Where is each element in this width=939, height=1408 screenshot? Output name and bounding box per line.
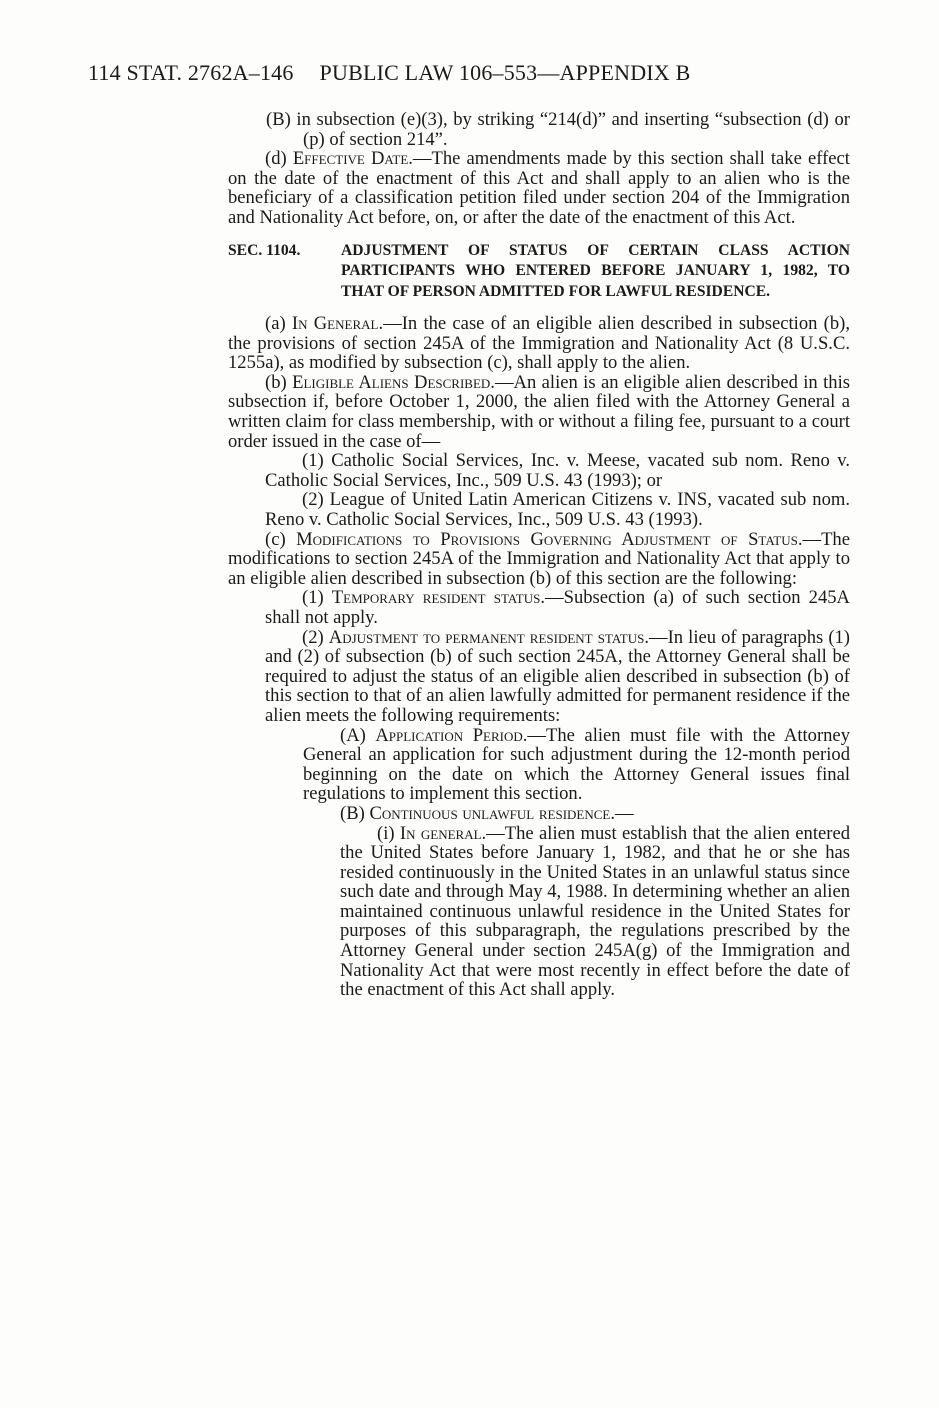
running-header xyxy=(88,60,690,86)
document-body xyxy=(228,110,850,1000)
subsection-a-in-general: (a) In General.—In the case of an eligible alien described in subsection (b), the provisions of section 245A of the Immigration and Nationality Act (8 U.S.C. 1255a), as modified by subsection (c), shall apply to the alien. xyxy=(228,313,850,374)
stat-citation: 114 STAT. 2762A–146 xyxy=(88,60,294,85)
paragraph-b1: (1) Catholic Social Services, Inc. v. Meese, vacated sub nom. Reno v. Catholic Social Services, Inc., 509 U.S. 43 (1993); or xyxy=(265,450,850,491)
paragraph-e3-amendment: (B) in subsection (e)(3), by striking “214(d)” and inserting “subsection (d) or (p) of section 214”. xyxy=(266,109,850,150)
subsection-c-modifications: (c) Modifications to Provisions Governing Adjustment of Status.—The modifications to section 245A of the Immigration and Nationality Act that apply to an eligible alien described in subsection (b) of this section are the following: xyxy=(228,528,850,589)
paragraph-c2: (2) Adjustment to permanent resident status.—In lieu of paragraphs (1) and (2) of subsection (b) of such section 245A, the Attorney General shall be required to adjust the status of an eligible alien described in subsection (b) of this section to that of an alien lawfully admitted for permanent residence if the alien meets the following requirements: xyxy=(265,626,851,726)
subparagraph-cB: (B) Continuous unlawful residence.— xyxy=(340,802,634,824)
section-title: ADJUSTMENT OF STATUS OF CERTAIN CLASS ACTION PARTICIPANTS WHO ENTERED BEFORE JANUARY 1, 1982, TO THAT OF PERSON ADMITTED FOR LAWFUL RESIDENCE. xyxy=(341,241,850,300)
subparagraph-cA: (A) Application Period.—The alien must file with the Attorney General an application for such adjustment during the 12-month period beginning on the date on which the Attorney General issues final regulations to implement this section. xyxy=(303,724,850,805)
section-1104-heading xyxy=(228,241,850,303)
paragraph-c1: (1) Temporary resident status.—Subsection (a) of such section 245A shall not apply. xyxy=(265,587,850,628)
section-number: SEC. 1104. xyxy=(228,241,301,259)
subsection-b-eligible-aliens: (b) Eligible Aliens Described.—An alien is an eligible alien described in this subsection if, before October 1, 2000, the alien filed with the Attorney General a written claim for class membership, with or without a filing fee, pursuant to a court order issued in the case of— xyxy=(228,371,850,452)
subsection-d-effective-date: (d) Effective Date.—The amendments made by this section shall take effect on the date of the enactment of this Act and shall apply to an alien who is the beneficiary of a classification petition filed under section 204 of the Immigration and Nationality Act before, on, or after the date of the enactment of this Act. xyxy=(228,148,850,228)
law-title: PUBLIC LAW 106–553—APPENDIX B xyxy=(319,60,691,85)
clause-cBi: (i) In general.—The alien must establish that the alien entered the United States before January 1, 1982, and that he or she has resided continuously in the United States in an unlawful status since such date and through May 4, 1988. In determining whether an alien maintained continuous unlawful residence in the United States for purposes of this subparagraph, the regulations prescribed by the Attorney General under section 245A(g) of the Immigration and Nationality Act that were most recently in effect before the date of the enactment of this Act shall apply. xyxy=(340,822,850,1001)
paragraph-b2: (2) League of United Latin American Citizens v. INS, vacated sub nom. Reno v. Catholic Social Services, Inc., 509 U.S. 43 (1993). xyxy=(265,489,850,530)
